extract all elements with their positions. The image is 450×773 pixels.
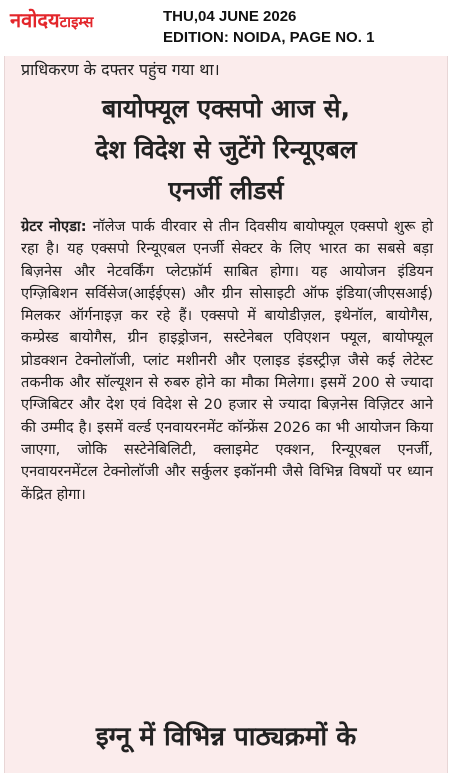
edition-info bbox=[163, 6, 374, 48]
news-clipping bbox=[4, 56, 448, 773]
logo-sub: टाइम्स bbox=[59, 13, 94, 31]
edition-page: EDITION: NOIDA, PAGE NO. 1 bbox=[163, 29, 375, 46]
logo-main: नवोदय bbox=[10, 8, 60, 32]
next-article-headline: इग्नू में विभिन्न पाठ्यक्रमों के bbox=[95, 722, 357, 752]
headline-line: एनर्जी लीडर्स bbox=[168, 176, 284, 205]
publication-date: THU,04 JUNE 2026 bbox=[163, 8, 297, 25]
article-body bbox=[21, 216, 433, 506]
masthead bbox=[0, 0, 450, 56]
headline-line: बायोफ्यूल एक्सपो आज से, bbox=[101, 94, 351, 123]
dateline: ग्रेटर नोएडा: bbox=[21, 218, 87, 235]
article-text: नॉलेज पार्क वीरवार से तीन दिवसीय बायोफ्यूल एक्सपो शुरू हो रहा है। यह एक्सपो रिन्यूएबल एनर्जी सेक्टर के लिए भारत का सबसे बड़ा बिज़नेस और नेटवर्किंग प्लेटफ़ॉर्म साबित होगा। यह आयोजन इंडियन एग्ज़िबिशन सर्विसेज(आईईएस) और ग्रीन सोसाइटी ऑफ इंडिया(जीएसआई) मिलकर ऑर्गनाइज़ कर रहे हैं। एक्सपो में बायोडीज़ल, इथेनॉल, बायोगैस, कम्प्रेस्ड बायोगैस, ग्रीन हाइड्रोजन, सस्टेनेबल एविएशन फ्यूल, बायोफ्यूल प्रोडक्शन टेक्नोलॉजी, प्लांट मशीनरी और एलाइड इंडस्ट्रीज़ जैसे कई लेटेस्ट तकनीक और सॉल्यूशन से रुबरु होने का मौका मिलेगा। इसमें 200 से ज्यादा एग्जिबिटर और देश एवं विदेश से 20 हजार से ज्यादा बिज़नेस विज़िटर आने की उम्मीद है। इसमें वर्ल्ड एनवायरनमेंट कॉन्फ्रेंस 2026 का भी आयोजन किया जाएगा, जोकि सस्टेनेबिलिटी, क्लाइमेट एक्शन, रिन्यूएबल एनर्जी, एनवायरनमेंटल टेक्नोलॉजी और सर्कुलर इकॉनमी जैसे विभिन्न विषयों पर ध्यान केंद्रित होगा। bbox=[21, 218, 434, 503]
headline-line: देश विदेश से जुटेंगे रिन्यूएबल bbox=[95, 135, 357, 164]
newspaper-logo bbox=[10, 8, 93, 34]
previous-article-tail: प्राधिकरण के दफ्तर पहुंच गया था। bbox=[21, 60, 220, 79]
article-headline bbox=[5, 88, 447, 211]
